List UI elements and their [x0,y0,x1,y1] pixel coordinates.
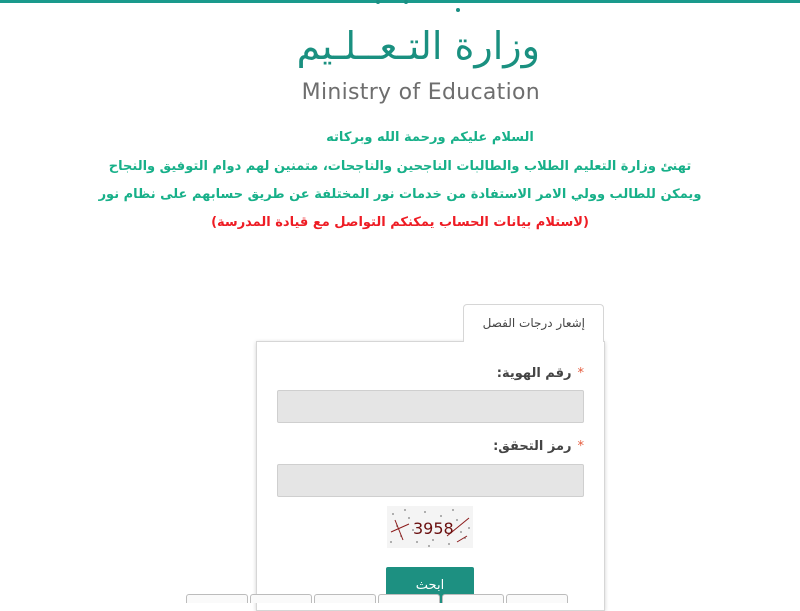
captcha-label [493,439,584,454]
id-number-label [497,366,584,381]
logo-dot [404,0,408,4]
bottom-tab [250,594,312,603]
captcha-label-text: رمز التحقق: [493,439,572,454]
bottom-tab [506,594,568,603]
bottom-tab [186,594,248,603]
id-number-input[interactable] [277,390,584,423]
logo-dot [376,0,380,4]
captcha-text: 3958 [413,519,454,538]
captcha-noise [387,506,473,548]
greeting-message: السلام عليكم ورحمة الله وبركاته [326,130,534,145]
required-marker: * [577,439,584,454]
bottom-strip [0,594,800,600]
logo-decoration [0,0,800,14]
bottom-tab [378,594,440,603]
grades-form-panel [256,341,605,611]
bottom-tab [314,594,376,603]
required-marker: * [577,366,584,381]
congratulations-message: تهنئ وزارة التعليم الطلاب والطالبات الناجحين والناجحات، متمنين لهم دوام التوفيق والنجاح [108,159,692,174]
account-notice-message: (لاستلام بيانات الحساب يمكنكم التواصل مع قيادة المدرسة) [211,215,589,230]
ministry-logo-arabic: وزارة التـعــلـيم [296,24,540,68]
captcha-input[interactable] [277,464,584,497]
info-message: ويمكن للطالب وولي الامر الاستفادة من خدمات نور المختلفة عن طريق حسابهم على نظام نور [98,187,702,202]
tab-semester-grades[interactable]: إشعار درجات الفصل [463,304,604,342]
ministry-logo-english: Ministry of Education [301,80,540,105]
search-button[interactable]: ابحث [386,567,474,603]
id-number-label-text: رقم الهوية: [496,366,572,381]
bottom-tab [442,594,504,603]
captcha-image [387,506,473,548]
logo-dot [456,8,460,12]
